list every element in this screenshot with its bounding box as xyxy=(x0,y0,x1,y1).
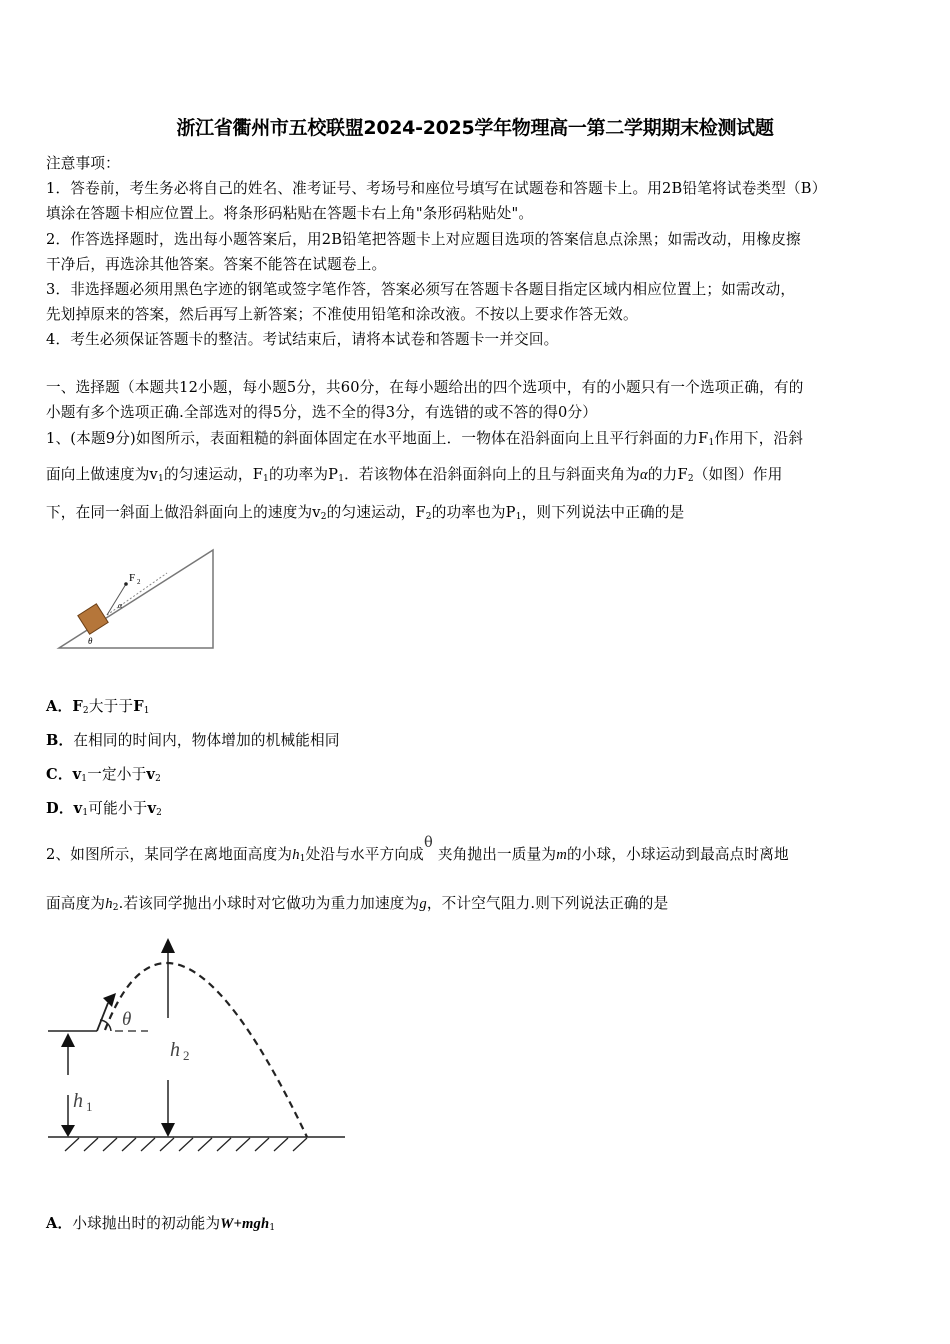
text-segment: g xyxy=(419,896,427,912)
ground-hatch xyxy=(160,1138,174,1151)
ground-hatch xyxy=(255,1138,269,1151)
text-segment: 先划掉原来的答案，然后再写上新答案；不准使用铅笔和涂改液。不按以上要求作答无效。 xyxy=(46,306,638,323)
h2-sub: 2 xyxy=(183,1048,190,1063)
ground-hatch xyxy=(198,1138,212,1151)
text-segment: 的功率也为P xyxy=(431,504,516,521)
text-segment: 小题有多个选项正确.全部选对的得5分，选不全的得3分，有选错的或不答的得0分） xyxy=(46,404,598,421)
ground-hatch xyxy=(236,1138,250,1151)
q1-option-d xyxy=(46,797,162,818)
text-segment: 1．答卷前，考生务必将自己的姓名、准考证号、考场号和座位号填写在试题卷和答题卡上。用2B铅笔将试卷类型（B） xyxy=(46,180,827,197)
text-segment: v xyxy=(146,766,156,783)
text-segment: 2 xyxy=(82,706,89,716)
text-segment: 1、(本题9分)如图所示，表面粗糙的斜面体固定在水平地面上．一物体在沿斜面向上且平行斜面的力F xyxy=(46,430,709,447)
text-segment: ．若该物体在沿斜面斜向上的且与斜面夹角为 xyxy=(344,466,641,483)
alpha-label: α xyxy=(118,601,123,610)
text-segment: （如图）作用 xyxy=(693,466,783,483)
text-segment: 1 xyxy=(263,474,269,484)
text-segment: α xyxy=(640,467,648,483)
ground-hatch xyxy=(141,1138,155,1151)
text-segment: θ xyxy=(423,834,433,851)
q1-option-c xyxy=(46,763,161,784)
ground-hatch xyxy=(179,1138,193,1151)
text-segment: 2．作答选择题时，选出每小题答案后，用2B铅笔把答题卡上对应题目选项的答案信息点涂黑；如需改动，用橡皮擦 xyxy=(46,231,801,248)
page-title: 浙江省衢州市五校联盟2024-2025学年物理高一第二学期期末检测试题 xyxy=(176,117,774,139)
text-segment: h xyxy=(105,896,113,912)
text-segment: .若该同学抛出小球时对它做功为重力加速度为 xyxy=(118,895,420,912)
question-1 xyxy=(46,427,803,448)
text-segment: 2 xyxy=(687,474,694,484)
theta-label: θ xyxy=(88,636,93,646)
ground-hatch xyxy=(217,1138,231,1151)
q2-option-a xyxy=(46,1212,275,1233)
text-segment: 2 xyxy=(156,808,163,818)
h1-label: h xyxy=(73,1090,83,1112)
text-segment: 一定小于 xyxy=(87,766,147,783)
f2-sub: 2 xyxy=(137,578,141,586)
text-segment: D． xyxy=(46,800,74,817)
text-segment: v xyxy=(73,800,83,817)
text-segment: W+mgh xyxy=(220,1216,270,1232)
text-segment: F xyxy=(72,698,83,715)
text-segment: 处沿与水平方向成 xyxy=(305,846,424,863)
text-segment: 1 xyxy=(143,706,150,716)
notes-heading xyxy=(46,152,120,173)
ground-hatch xyxy=(84,1138,98,1151)
text-segment: 的功率为P xyxy=(268,466,339,483)
text-segment: 面高度为 xyxy=(46,895,106,912)
text-segment: 填涂在答题卡相应位置上。将条形码粘贴在答题卡右上角"条形码粘贴处"。 xyxy=(46,205,534,222)
text-segment: m xyxy=(556,847,567,863)
theta-label: θ xyxy=(122,1009,132,1030)
ground-hatch xyxy=(103,1138,117,1151)
text-segment: B． xyxy=(46,732,74,749)
text-segment: 2 xyxy=(112,903,119,913)
ground-hatch xyxy=(122,1138,136,1151)
text-segment: ，则下列说法中正确的是 xyxy=(521,504,685,521)
text-segment: 1 xyxy=(82,808,89,818)
question-1-cont2 xyxy=(46,501,684,522)
text-segment: 的匀速运动，F xyxy=(163,466,264,483)
text-segment: 大于于 xyxy=(88,698,134,715)
text-segment: 3．非选择题必须用黑色字迹的钢笔或签字笔作答，答案必须写在答题卡各题目指定区域内相应位置上；如需改动， xyxy=(46,281,796,298)
block-icon xyxy=(78,604,108,634)
h1-sub: 1 xyxy=(86,1099,93,1114)
text-segment: 的力F xyxy=(647,466,688,483)
question-2-cont xyxy=(46,892,668,913)
q1-option-b xyxy=(46,729,340,750)
note-2 xyxy=(46,228,801,249)
note-4 xyxy=(46,328,558,349)
text-segment: 1 xyxy=(708,438,715,448)
text-segment: 下，在同一斜面上做沿斜面向上的速度为v xyxy=(46,504,321,521)
projectile-figure xyxy=(45,925,355,1175)
note-3 xyxy=(46,278,795,299)
text-segment: A． xyxy=(46,1215,73,1232)
note-2-cont xyxy=(46,253,386,274)
note-3-cont xyxy=(46,303,638,324)
text-segment: A． xyxy=(46,698,73,715)
text-segment: 1 xyxy=(269,1223,276,1233)
section-heading xyxy=(46,376,804,397)
text-segment: 1 xyxy=(515,512,522,522)
text-segment: F xyxy=(133,698,144,715)
text-segment: 干净后，再选涂其他答案。答案不能答在试题卷上。 xyxy=(46,256,387,273)
question-2 xyxy=(46,834,789,864)
question-1-cont xyxy=(46,463,783,484)
text-segment: v xyxy=(147,800,157,817)
text-segment: 1 xyxy=(158,474,164,484)
text-segment: 4．考生必须保证答题卡的整洁。考试结束后，请将本试卷和答题卡一并交回。 xyxy=(46,331,559,348)
text-segment: 1 xyxy=(81,774,88,784)
text-segment: 2 xyxy=(155,774,162,784)
text-segment: 可能小于 xyxy=(88,800,148,817)
text-segment: 1 xyxy=(299,854,306,864)
ground-hatch xyxy=(65,1138,79,1151)
h2-label: h xyxy=(170,1039,180,1061)
text-segment: 1 xyxy=(338,474,345,484)
section-heading-cont xyxy=(46,401,597,422)
text-segment: 注意事项： xyxy=(46,155,120,172)
text-segment: C． xyxy=(46,766,73,783)
text-segment: 夹角抛出一质量为 xyxy=(432,846,557,863)
text-segment: 的匀速运动，F xyxy=(326,504,426,521)
text-segment: h xyxy=(292,847,300,863)
q1-option-a xyxy=(46,695,150,716)
ground-hatch xyxy=(274,1138,288,1151)
text-segment: 小球抛出时的初动能为 xyxy=(72,1215,221,1232)
ground-hatch xyxy=(293,1138,307,1151)
text-segment: 面向上做速度为v xyxy=(46,466,159,483)
text-segment: ，不计空气阻力.则下列说法正确的是 xyxy=(426,895,669,912)
text-segment: 作用下，沿斜 xyxy=(714,430,804,447)
note-1-cont xyxy=(46,202,533,223)
f2-label: F xyxy=(129,572,136,584)
text-segment: 2 xyxy=(425,512,432,522)
text-segment: 2 xyxy=(320,512,327,522)
incline-figure xyxy=(55,545,220,655)
text-segment: 2、如图所示，某同学在离地面高度为 xyxy=(46,846,293,863)
text-segment: 在相同的时间内，物体增加的机械能相同 xyxy=(73,732,340,749)
note-1 xyxy=(46,177,827,198)
text-segment: 的小球，小球运动到最高点时离地 xyxy=(566,846,789,863)
text-segment: v xyxy=(72,766,82,783)
text-segment: 一、选择题（本题共12小题，每小题5分，共60分，在每小题给出的四个选项中，有的小题只有一个选项正确，有的 xyxy=(46,379,804,396)
